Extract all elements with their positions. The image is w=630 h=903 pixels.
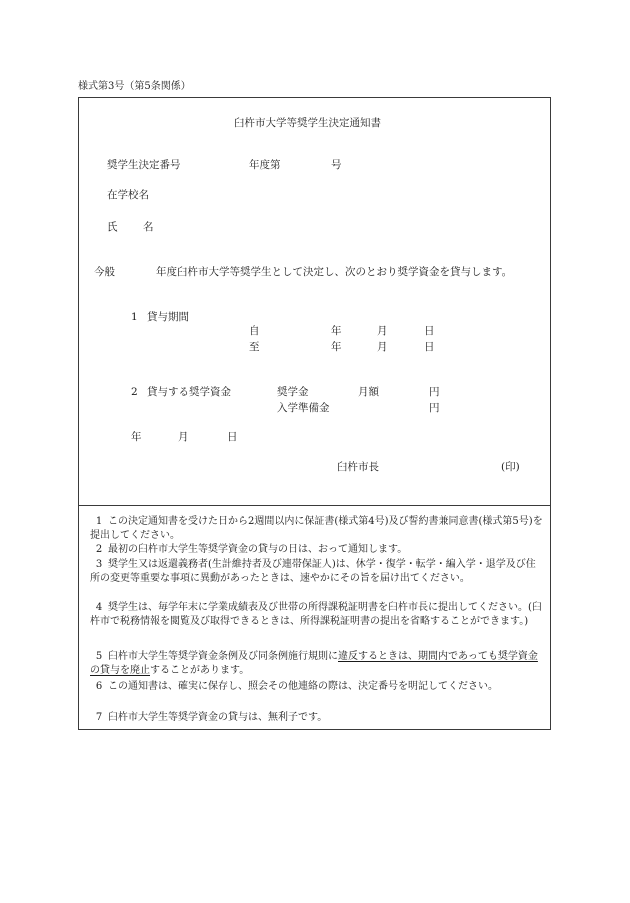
note-text: 奨学生は、毎学年末に学業成績表及び世帯の所得課税証明書を臼杵市長に提出してください。(臼杵市で税務情報を閲覧及び取得できるときは、所得課税証明書の提出を省略することができます。): [90, 602, 542, 627]
seal-mark: (印): [501, 461, 520, 473]
statement-text: 年度臼杵市大学等奨学生として決定し、次のとおり奨学資金を貸与します。: [156, 266, 513, 278]
decision-number-label: 奨学生決定番号: [107, 159, 181, 171]
loan-period-number: 1: [131, 311, 138, 323]
period-from-month: 月: [377, 325, 388, 337]
period-to-month: 月: [377, 341, 388, 353]
note-text: この通知書は、確実に保存し、照会その他連絡の際は、決定番号を明記してください。: [108, 681, 498, 692]
note-item: [90, 601, 545, 629]
date-year: 年: [131, 431, 142, 443]
note-text: この決定通知書を受けた日から2週間以内に保証書(様式第4号)及び誓約書兼同意書(様式第5号)を提出してください。: [90, 516, 543, 541]
name-label-first-char: 氏: [107, 221, 118, 233]
statement-prefix: 今般: [94, 266, 115, 278]
note-item: [90, 515, 545, 543]
scholarship-yen: 円: [429, 386, 440, 398]
note-text-underlined: 違反するときは、期間内であっても奨学資金の貸与を廃止: [90, 651, 538, 676]
note-number: 7: [95, 712, 103, 723]
note-text-part: 臼杵市大学生等奨学資金条例及び同条例施行規則に: [108, 651, 338, 662]
note-item: [90, 680, 545, 694]
note-number: 5: [95, 651, 103, 662]
note-number: 4: [95, 602, 103, 613]
note-number: 1: [95, 516, 103, 527]
issuer-name: 臼杵市長: [337, 461, 379, 473]
note-text: 最初の臼杵市大学生等奨学資金の貸与の日は、おって通知します。: [108, 544, 408, 555]
school-name-label: 在学校名: [107, 189, 149, 201]
note-item: [90, 558, 545, 586]
loan-amount-label: 貸与する奨学資金: [147, 386, 231, 398]
loan-period-label: 貸与期間: [147, 311, 189, 323]
number-suffix: 号: [331, 159, 342, 171]
name-label-second-char: 名: [143, 221, 154, 233]
enrollment-yen: 円: [429, 402, 440, 414]
period-from-year: 年: [331, 325, 342, 337]
note-text-part: することがあります。: [150, 665, 250, 676]
year-label: 年度第: [249, 159, 281, 171]
note-number: 3: [95, 559, 103, 570]
document-title: 臼杵市大学等奨学生決定通知書: [234, 117, 381, 129]
form-number-label: 様式第3号（第5条関係）: [78, 81, 191, 92]
note-item: [90, 650, 545, 678]
period-from-label: 自: [249, 325, 260, 337]
scholarship-label: 奨学金: [277, 386, 309, 398]
monthly-amount-label: 月額: [358, 386, 379, 398]
period-to-year: 年: [331, 341, 342, 353]
period-to-day: 日: [424, 341, 435, 353]
period-from-day: 日: [424, 325, 435, 337]
note-text: 臼杵市大学生等奨学資金の貸与は、無利子です。: [108, 712, 328, 723]
note-number: 2: [95, 544, 103, 555]
enrollment-preparation-label: 入学準備金: [277, 402, 330, 414]
note-number: 6: [95, 681, 103, 692]
note-item: [90, 543, 545, 557]
period-to-label: 至: [249, 341, 260, 353]
loan-amount-number: 2: [131, 386, 138, 398]
date-month: 月: [178, 431, 189, 443]
notes-divider: [78, 505, 551, 506]
note-item: [90, 711, 545, 725]
date-day: 日: [227, 431, 238, 443]
note-text: 奨学生又は返還義務者(生計維持者及び連帯保証人)は、休学・復学・転学・編入学・退学及び住所の変更等重要な事項に異動があったときは、速やかにその旨を届け出てください。: [90, 559, 536, 584]
